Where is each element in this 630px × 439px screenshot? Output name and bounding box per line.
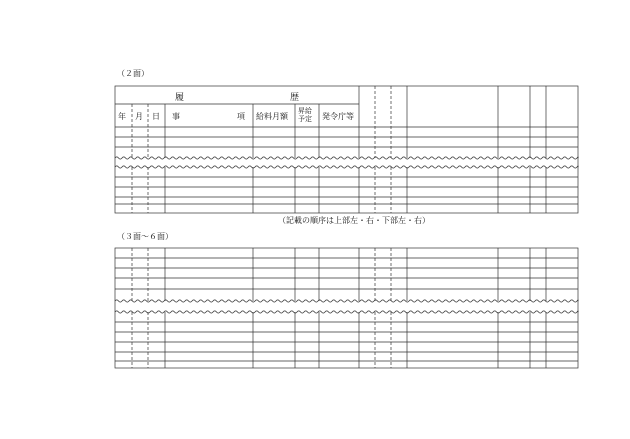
col-raise-top-label: 昇給 (298, 107, 312, 115)
col-salary-label: 給料月額 (256, 112, 288, 121)
page2-wavy-break-top (115, 157, 578, 159)
page3-label: （３面～６面） (117, 232, 173, 241)
col-month-label: 月 (135, 112, 143, 121)
page2-table (115, 86, 578, 213)
order-note: （記載の順序は上部左・右・下部左・右） (278, 216, 430, 225)
col-matter-left-label: 事 (172, 112, 180, 121)
page2-label: （２面） (117, 69, 149, 78)
page3-table (115, 248, 578, 368)
page2-wavy-break-bottom (115, 166, 578, 168)
page3-wavy-break-bottom (115, 311, 578, 313)
col-matter-right-label: 項 (237, 112, 245, 121)
col-year-label: 年 (118, 112, 126, 121)
col-day-label: 日 (152, 112, 160, 121)
rireki-title-right: 歴 (290, 93, 300, 103)
col-office-label: 発令庁等 (322, 112, 354, 121)
page3-wavy-break-top (115, 300, 578, 302)
page3-outer-border (115, 248, 578, 368)
rireki-title-left: 履 (175, 93, 185, 103)
col-raise-bottom-label: 予定 (298, 115, 312, 123)
page2-outer-border (115, 86, 578, 213)
